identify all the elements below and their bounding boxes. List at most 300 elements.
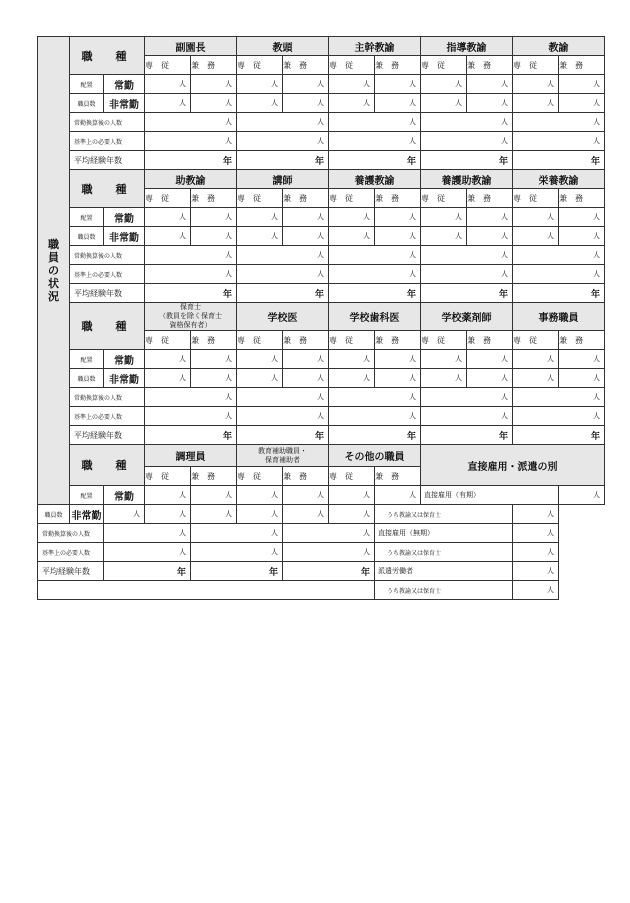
nin-unit: 人 [179, 510, 186, 518]
count-input-cell[interactable] [237, 75, 283, 94]
job-title: 養護教諭 [329, 170, 421, 189]
total-input-cell[interactable] [421, 132, 513, 151]
kenmu-header [191, 56, 237, 75]
jokin-label: 常勤 [104, 350, 145, 369]
count-input-cell[interactable] [467, 208, 513, 227]
count-input-cell[interactable] [559, 350, 605, 369]
nin-unit: 人 [363, 529, 370, 537]
count-input-cell[interactable] [237, 94, 283, 113]
total-input-cell[interactable] [421, 426, 513, 445]
nin-unit: 人 [455, 213, 462, 221]
total-input-cell[interactable] [329, 407, 421, 426]
count-input-cell[interactable] [145, 227, 191, 246]
count-input-cell[interactable] [467, 75, 513, 94]
total-input-cell[interactable] [237, 407, 329, 426]
haken-input-cell[interactable] [513, 505, 559, 524]
kenmu-header [375, 467, 421, 486]
nin-unit: 人 [317, 118, 324, 126]
nin-unit: 人 [317, 80, 324, 88]
nin-unit: 人 [179, 232, 186, 240]
hijokin-label: 非常勤 [104, 94, 145, 113]
count-input-cell[interactable] [513, 208, 559, 227]
job-title: 学校歯科医 [329, 303, 421, 331]
nin-unit: 人 [225, 213, 232, 221]
total-input-cell[interactable] [513, 265, 605, 284]
kenmu-label: 兼 務 [283, 60, 307, 70]
nin-unit: 人 [547, 567, 554, 575]
count-input-cell[interactable] [283, 75, 329, 94]
count-input-cell[interactable] [191, 369, 237, 388]
nin-unit: 人 [501, 251, 508, 259]
nin-unit: 人 [317, 510, 324, 518]
nin-unit: 人 [593, 393, 600, 401]
total-input-cell[interactable] [237, 246, 329, 265]
count-input-cell[interactable] [237, 486, 283, 505]
count-input-cell[interactable] [421, 75, 467, 94]
total-input-cell[interactable] [191, 543, 283, 562]
nin-unit: 人 [225, 137, 232, 145]
nin-unit: 人 [593, 412, 600, 420]
nin-unit: 人 [225, 374, 232, 382]
senju-label: 専 従 [329, 60, 353, 70]
nin-unit: 人 [271, 355, 278, 363]
shokushu-header: 職 種 [70, 303, 145, 350]
shokuinsu-label: 職員数 [70, 369, 104, 388]
total-input-cell[interactable] [145, 265, 237, 284]
kenmu-header [559, 56, 605, 75]
count-input-cell[interactable] [467, 94, 513, 113]
count-input-cell[interactable] [467, 227, 513, 246]
nin-unit: 人 [501, 118, 508, 126]
keiken-label: 平均経験年数 [38, 562, 104, 581]
haichi-label: 配置 [70, 486, 104, 505]
nin-unit: 人 [409, 80, 416, 88]
total-input-cell[interactable] [329, 388, 421, 407]
count-input-cell[interactable] [329, 208, 375, 227]
haken-row-label: うち教諭又は保育士 [375, 581, 513, 600]
nin-unit: 人 [317, 374, 324, 382]
total-input-cell[interactable] [283, 524, 375, 543]
nin-unit: 人 [363, 355, 370, 363]
nin-unit: 人 [133, 510, 140, 518]
total-input-cell[interactable] [513, 246, 605, 265]
total-input-cell[interactable] [513, 284, 605, 303]
count-input-cell[interactable] [237, 227, 283, 246]
count-input-cell[interactable] [375, 350, 421, 369]
kenmu-header [375, 331, 421, 350]
senju-label: 専 従 [421, 60, 445, 70]
nin-unit: 人 [501, 355, 508, 363]
nin-unit: 人 [317, 412, 324, 420]
senju-label: 専 従 [145, 60, 169, 70]
total-input-cell[interactable] [145, 284, 237, 303]
total-input-cell[interactable] [283, 562, 375, 581]
hijokin-label: 非常勤 [104, 369, 145, 388]
senju-label: 専 従 [145, 335, 169, 345]
count-input-cell[interactable] [145, 350, 191, 369]
senju-header [329, 56, 375, 75]
total-input-cell[interactable] [145, 388, 237, 407]
nin-unit: 人 [547, 374, 554, 382]
nin-unit: 人 [363, 548, 370, 556]
count-input-cell[interactable] [421, 208, 467, 227]
nin-unit: 人 [547, 232, 554, 240]
total-input-cell[interactable] [145, 407, 237, 426]
nin-unit: 人 [179, 529, 186, 537]
total-input-cell[interactable] [329, 132, 421, 151]
haken-input-cell[interactable] [513, 581, 559, 600]
senju-header [513, 331, 559, 350]
nin-unit: 人 [409, 251, 416, 259]
total-input-cell[interactable] [421, 265, 513, 284]
count-input-cell[interactable] [104, 505, 145, 524]
total-input-cell[interactable] [191, 524, 283, 543]
nin-unit: 人 [593, 137, 600, 145]
kenmu-header [467, 56, 513, 75]
total-input-cell[interactable] [145, 132, 237, 151]
total-input-cell[interactable] [145, 246, 237, 265]
senju-label: 専 従 [329, 335, 353, 345]
count-input-cell[interactable] [421, 94, 467, 113]
senju-label: 専 従 [421, 193, 445, 203]
total-input-cell[interactable] [237, 284, 329, 303]
hijokin-label: 非常勤 [104, 227, 145, 246]
count-input-cell[interactable] [421, 369, 467, 388]
count-input-cell[interactable] [513, 350, 559, 369]
kenmu-header [375, 189, 421, 208]
count-input-cell[interactable] [283, 505, 329, 524]
total-input-cell[interactable] [237, 265, 329, 284]
nin-unit: 人 [317, 251, 324, 259]
haken-input-cell[interactable] [513, 562, 559, 581]
nin-unit: 人 [271, 213, 278, 221]
total-input-cell[interactable] [421, 284, 513, 303]
count-input-cell[interactable] [191, 350, 237, 369]
nen-unit: 年 [406, 156, 416, 167]
count-input-cell[interactable] [145, 369, 191, 388]
total-input-cell[interactable] [513, 113, 605, 132]
total-input-cell[interactable] [329, 426, 421, 445]
nin-unit: 人 [409, 374, 416, 382]
nin-unit: 人 [317, 393, 324, 401]
count-input-cell[interactable] [375, 227, 421, 246]
job-title: 指導教諭 [421, 37, 513, 56]
nin-unit: 人 [225, 118, 232, 126]
count-input-cell[interactable] [375, 369, 421, 388]
count-input-cell[interactable] [421, 227, 467, 246]
haken-row-label: うち教諭又は保育士 [375, 543, 513, 562]
total-input-cell[interactable] [421, 113, 513, 132]
shokushu-header: 職 種 [70, 37, 145, 75]
count-input-cell[interactable] [191, 75, 237, 94]
kenmu-header [559, 189, 605, 208]
total-input-cell[interactable] [421, 407, 513, 426]
total-input-cell[interactable] [145, 113, 237, 132]
count-input-cell[interactable] [283, 94, 329, 113]
nin-unit: 人 [501, 232, 508, 240]
count-input-cell[interactable] [329, 350, 375, 369]
side-char: 員 [48, 251, 59, 264]
kenmu-header [283, 331, 329, 350]
nin-unit: 人 [179, 355, 186, 363]
job-title: 教諭 [513, 37, 605, 56]
total-input-cell[interactable] [104, 543, 191, 562]
total-input-cell[interactable] [237, 426, 329, 445]
nen-unit: 年 [222, 289, 232, 300]
job-title: 助教諭 [145, 170, 237, 189]
kenmu-label: 兼 務 [375, 335, 399, 345]
count-input-cell[interactable] [329, 505, 375, 524]
nin-unit: 人 [179, 491, 186, 499]
senju-label: 専 従 [145, 471, 169, 481]
count-input-cell[interactable] [237, 208, 283, 227]
count-input-cell[interactable] [283, 208, 329, 227]
total-input-cell[interactable] [329, 265, 421, 284]
kenmu-label: 兼 務 [191, 60, 215, 70]
count-input-cell[interactable] [329, 486, 375, 505]
total-input-cell[interactable] [513, 388, 605, 407]
senju-label: 専 従 [329, 471, 353, 481]
total-input-cell[interactable] [104, 524, 191, 543]
total-input-cell[interactable] [513, 426, 605, 445]
senju-header [329, 331, 375, 350]
count-input-cell[interactable] [283, 369, 329, 388]
total-input-cell[interactable] [421, 246, 513, 265]
nin-unit: 人 [179, 80, 186, 88]
senju-header [421, 189, 467, 208]
count-input-cell[interactable] [559, 94, 605, 113]
count-input-cell[interactable] [329, 75, 375, 94]
count-input-cell[interactable] [513, 227, 559, 246]
nin-unit: 人 [225, 510, 232, 518]
job-title: その他の職員 [329, 445, 421, 467]
count-input-cell[interactable] [283, 350, 329, 369]
count-input-cell[interactable] [329, 94, 375, 113]
count-input-cell[interactable] [329, 369, 375, 388]
count-input-cell[interactable] [467, 369, 513, 388]
total-input-cell[interactable] [145, 426, 237, 445]
nin-unit: 人 [501, 393, 508, 401]
haken-input-cell[interactable] [513, 543, 559, 562]
total-input-cell[interactable] [145, 151, 237, 170]
senju-label: 専 従 [237, 60, 261, 70]
count-input-cell[interactable] [375, 94, 421, 113]
job-title: 講師 [237, 170, 329, 189]
nin-unit: 人 [547, 529, 554, 537]
nin-unit: 人 [409, 137, 416, 145]
nin-unit: 人 [363, 232, 370, 240]
haken-row-label: 直接雇用（無期） [375, 524, 513, 543]
nin-unit: 人 [547, 213, 554, 221]
count-input-cell[interactable] [191, 208, 237, 227]
job-title: 学校医 [237, 303, 329, 331]
haken-row-label: うち教諭又は保育士 [375, 505, 513, 524]
job-title: 保育士 （教員を除く保育士 資格保有者） [145, 303, 237, 331]
total-input-cell[interactable] [329, 151, 421, 170]
nin-unit: 人 [363, 510, 370, 518]
count-input-cell[interactable] [421, 350, 467, 369]
nen-unit: 年 [314, 156, 324, 167]
kenmu-header [467, 189, 513, 208]
haken-input-cell[interactable] [513, 524, 559, 543]
nin-unit: 人 [271, 99, 278, 107]
nen-unit: 年 [590, 289, 600, 300]
nin-unit: 人 [271, 374, 278, 382]
count-input-cell[interactable] [191, 505, 237, 524]
total-input-cell[interactable] [283, 543, 375, 562]
senju-header [237, 331, 283, 350]
total-input-cell[interactable] [329, 246, 421, 265]
nin-unit: 人 [501, 99, 508, 107]
nen-unit: 年 [498, 289, 508, 300]
nin-unit: 人 [593, 118, 600, 126]
hitsuyo-label: 基準上の必要人数 [38, 543, 104, 562]
blank-cell [38, 581, 375, 600]
total-input-cell[interactable] [421, 388, 513, 407]
job-title: 教育補助職員・ 保育補助者 [237, 445, 329, 467]
total-input-cell[interactable] [237, 388, 329, 407]
count-input-cell[interactable] [513, 94, 559, 113]
nen-unit: 年 [406, 289, 416, 300]
senju-header [237, 56, 283, 75]
nen-unit: 年 [222, 431, 232, 442]
job-title: 事務職員 [513, 303, 605, 331]
senju-label: 専 従 [237, 471, 261, 481]
total-input-cell[interactable] [237, 151, 329, 170]
count-input-cell[interactable] [283, 227, 329, 246]
total-input-cell[interactable] [513, 132, 605, 151]
nin-unit: 人 [317, 491, 324, 499]
senju-header [237, 189, 283, 208]
count-input-cell[interactable] [329, 227, 375, 246]
kenmu-label: 兼 務 [559, 193, 583, 203]
kenmu-header [559, 331, 605, 350]
nin-unit: 人 [225, 355, 232, 363]
count-input-cell[interactable] [559, 75, 605, 94]
senju-header [145, 189, 191, 208]
senju-header [329, 189, 375, 208]
nin-unit: 人 [179, 548, 186, 556]
total-input-cell[interactable] [421, 151, 513, 170]
count-input-cell[interactable] [191, 486, 237, 505]
count-input-cell[interactable] [237, 350, 283, 369]
nin-unit: 人 [547, 510, 554, 518]
kenmu-label: 兼 務 [467, 335, 491, 345]
nin-unit: 人 [547, 80, 554, 88]
shokuinsu-label: 職員数 [70, 94, 104, 113]
count-input-cell[interactable] [559, 227, 605, 246]
count-input-cell[interactable] [559, 208, 605, 227]
nen-unit: 年 [590, 156, 600, 167]
job-title: 調理員 [145, 445, 237, 467]
hijokin-label: 非常勤 [70, 505, 104, 524]
count-input-cell[interactable] [145, 208, 191, 227]
jokin-label: 常勤 [104, 75, 145, 94]
side-char: 況 [48, 290, 59, 303]
nin-unit: 人 [179, 213, 186, 221]
hitsuyo-label: 基準上の必要人数 [70, 407, 145, 426]
side-char: 状 [48, 277, 59, 290]
total-input-cell[interactable] [237, 113, 329, 132]
nin-unit: 人 [363, 99, 370, 107]
nin-unit: 人 [409, 393, 416, 401]
nin-unit: 人 [409, 355, 416, 363]
total-input-cell[interactable] [237, 132, 329, 151]
haichi-label: 配置 [70, 208, 104, 227]
count-input-cell[interactable] [467, 350, 513, 369]
nen-unit: 年 [314, 289, 324, 300]
nin-unit: 人 [271, 529, 278, 537]
count-input-cell[interactable] [145, 486, 191, 505]
count-input-cell[interactable] [145, 94, 191, 113]
nen-unit: 年 [268, 567, 278, 578]
total-input-cell[interactable] [104, 562, 191, 581]
nin-unit: 人 [363, 374, 370, 382]
nin-unit: 人 [409, 99, 416, 107]
nin-unit: 人 [317, 137, 324, 145]
count-input-cell[interactable] [145, 505, 191, 524]
kenmu-label: 兼 務 [467, 60, 491, 70]
nen-unit: 年 [314, 431, 324, 442]
shokushu-header: 職 種 [70, 445, 145, 486]
kenmu-label: 兼 務 [375, 471, 399, 481]
count-input-cell[interactable] [191, 94, 237, 113]
nen-unit: 年 [360, 567, 370, 578]
count-input-cell[interactable] [375, 75, 421, 94]
nen-unit: 年 [406, 431, 416, 442]
total-input-cell[interactable] [513, 151, 605, 170]
shokushu-header: 職 種 [70, 170, 145, 208]
keiken-label: 平均経験年数 [70, 151, 145, 170]
count-input-cell[interactable] [513, 369, 559, 388]
nin-unit: 人 [225, 491, 232, 499]
side-char: の [48, 264, 59, 277]
count-input-cell[interactable] [375, 208, 421, 227]
total-input-cell[interactable] [513, 407, 605, 426]
job-title: 学校薬剤師 [421, 303, 513, 331]
total-input-cell[interactable] [329, 284, 421, 303]
nin-unit: 人 [455, 232, 462, 240]
haken-title: 直接雇用・派遣の別 [421, 445, 605, 486]
total-input-cell[interactable] [329, 113, 421, 132]
nin-unit: 人 [501, 213, 508, 221]
total-input-cell[interactable] [191, 562, 283, 581]
nin-unit: 人 [225, 270, 232, 278]
nin-unit: 人 [271, 548, 278, 556]
job-title: 主幹教諭 [329, 37, 421, 56]
count-input-cell[interactable] [283, 486, 329, 505]
count-input-cell[interactable] [237, 505, 283, 524]
hitsuyo-label: 基準上の必要人数 [70, 132, 145, 151]
jokin-label: 常勤 [104, 208, 145, 227]
count-input-cell[interactable] [191, 227, 237, 246]
count-input-cell[interactable] [145, 75, 191, 94]
count-input-cell[interactable] [513, 75, 559, 94]
senju-header [421, 331, 467, 350]
haken-input-cell[interactable] [559, 486, 605, 505]
count-input-cell[interactable] [559, 369, 605, 388]
side-char: 職 [48, 238, 59, 251]
job-title: 教頭 [237, 37, 329, 56]
nin-unit: 人 [593, 213, 600, 221]
nin-unit: 人 [593, 251, 600, 259]
count-input-cell[interactable] [237, 369, 283, 388]
nin-unit: 人 [409, 118, 416, 126]
haken-row-label: 直接雇用（有期） [421, 486, 559, 505]
kenmu-label: 兼 務 [559, 60, 583, 70]
kenmu-header [467, 331, 513, 350]
count-input-cell[interactable] [375, 486, 421, 505]
